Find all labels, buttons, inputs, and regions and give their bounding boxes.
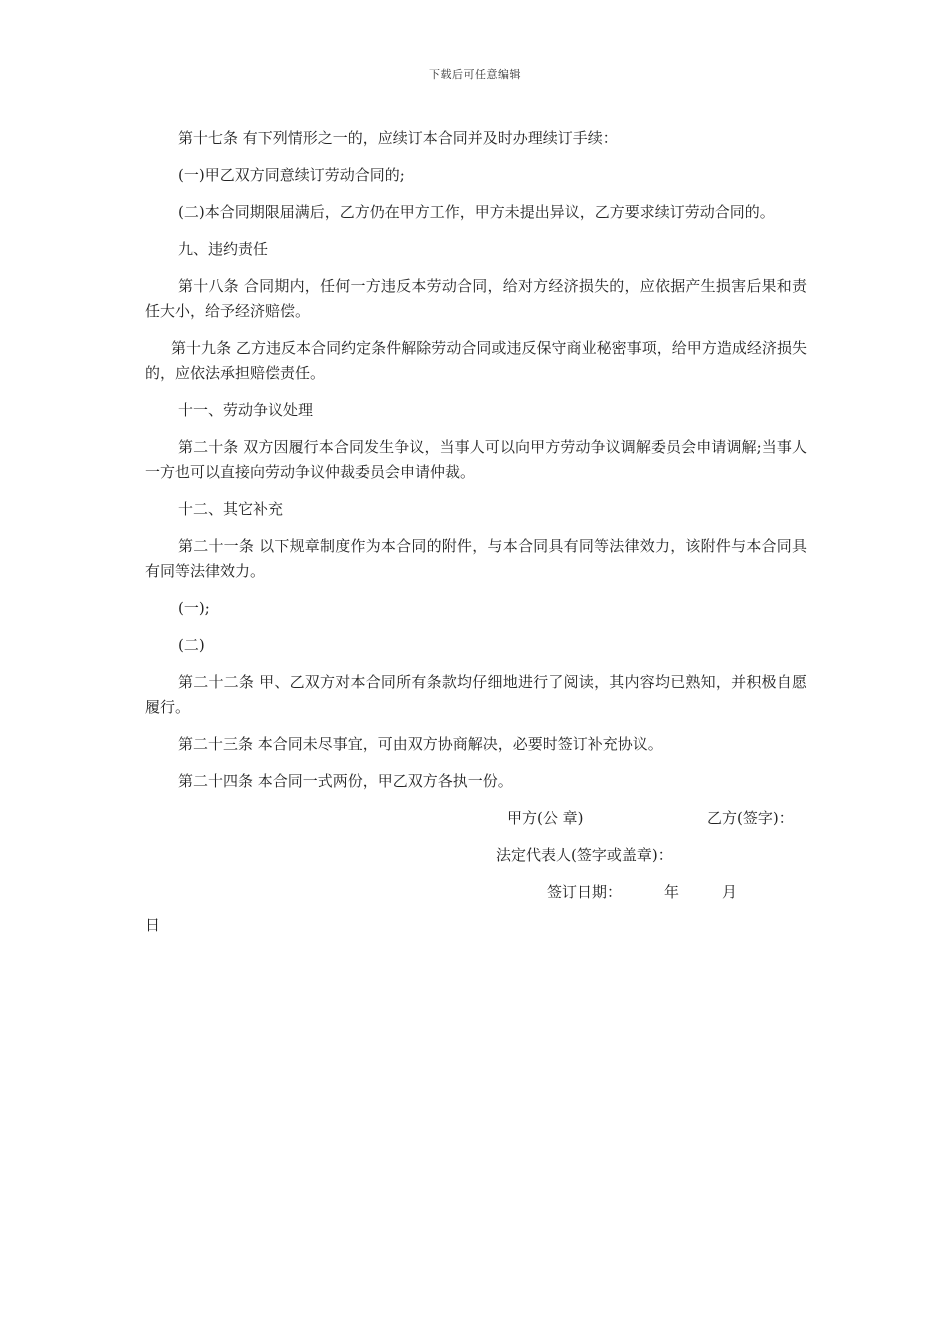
article-22: 第二十二条 甲、乙双方对本合同所有条款均仔细地进行了阅读，其内容均已熟知，并积极自愿履行。 bbox=[145, 673, 807, 716]
article-20: 第二十条 双方因履行本合同发生争议，当事人可以向甲方劳动争议调解委员会申请调解;当事人一方也可以直接向劳动争议仲裁委员会申请仲裁。 bbox=[145, 438, 807, 481]
signing-date-line bbox=[145, 880, 807, 905]
date-month-label: 月 bbox=[722, 883, 738, 901]
section-heading-supplement: 十二、其它补充 bbox=[178, 500, 284, 518]
article-19: 第十九条 乙方违反本合同约定条件解除劳动合同或违反保守商业秘密事项，给甲方造成经济损失的，应依法承担赔偿责任。 bbox=[145, 339, 807, 382]
legal-representative-line bbox=[145, 843, 807, 868]
party-b-sign-label: 乙方(签字)： bbox=[707, 809, 794, 827]
date-year-label: 年 bbox=[664, 883, 680, 901]
section-heading-dispute: 十一、劳动争议处理 bbox=[178, 401, 314, 419]
signing-date-label: 签订日期： bbox=[547, 883, 623, 901]
party-a-seal-label: 甲方(公 章) bbox=[507, 809, 584, 827]
article-17-item-1: (一)甲乙双方同意续订劳动合同的; bbox=[178, 166, 405, 184]
page-header: 下载后可任意编辑 bbox=[429, 68, 521, 81]
date-day-label: 日 bbox=[145, 916, 161, 934]
article-18: 第十八条 合同期内，任何一方违反本劳动合同，给对方经济损失的，应依据产生损害后果和责任大小，给予经济赔偿。 bbox=[145, 277, 807, 320]
article-21: 第二十一条 以下规章制度作为本合同的附件，与本合同具有同等法律效力，该附件与本合同具有同等法律效力。 bbox=[145, 537, 807, 580]
article-17-item-2: (二)本合同期限届满后，乙方仍在甲方工作，甲方未提出异议，乙方要求续订劳动合同的。 bbox=[178, 203, 775, 221]
signature-parties-line bbox=[145, 806, 807, 831]
article-23: 第二十三条 本合同未尽事宜，可由双方协商解决，必要时签订补充协议。 bbox=[178, 735, 663, 753]
legal-representative-label: 法定代表人(签字或盖章)： bbox=[496, 846, 673, 864]
document-body bbox=[145, 126, 807, 938]
article-21-item-1: (一); bbox=[178, 599, 210, 617]
section-heading-breach: 九、违约责任 bbox=[178, 240, 269, 258]
article-21-item-2: (二) bbox=[178, 636, 205, 654]
article-24: 第二十四条 本合同一式两份，甲乙双方各执一份。 bbox=[178, 772, 513, 790]
article-17: 第十七条 有下列情形之一的，应续订本合同并及时办理续订手续： bbox=[178, 129, 618, 147]
